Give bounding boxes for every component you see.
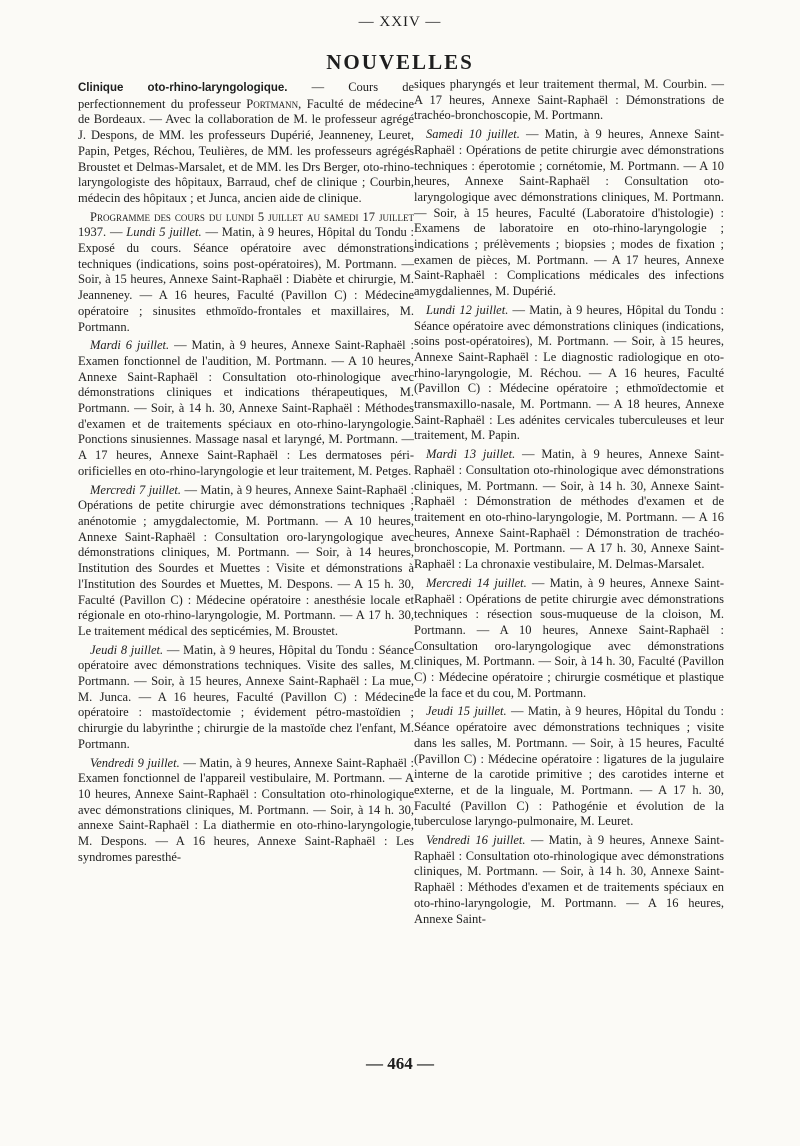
paragraph-day xyxy=(414,127,724,300)
running-head: — XXIV — xyxy=(358,14,442,30)
paragraph-day xyxy=(414,704,724,830)
author-name: Portmann xyxy=(246,96,299,111)
paragraph-text: — Matin, à 9 heures, Annexe Saint-Raphaël : Consultation oto-rhinologique avec démonstrations cliniques, M. Portmann. — Soir, à 14 h. 30, Annexe Saint-Raphaël : Démonstration de méthodes d'examen et de traitement en oto-rhino-laryngologie, M. Portmann. — A 16 heures, Annexe Saint-Raphaël : Démonstration de trachéo-bronchoscopie, M. Portmann. — A 17 h. 30, Annexe Saint-Raphaël : La chronaxie vestibulaire, M. Delmas-Marsalet. xyxy=(414,447,725,572)
paragraph-text: — Cours de perfectionnement du professeur xyxy=(78,80,414,111)
paragraph-text: siques pharyngés et leur traitement thermal, M. Courbin. — A 17 heures, Annexe Saint-Raphaël : Démonstrations de trachéo-bronchoscopie, M. Portmann. xyxy=(414,77,724,123)
day-heading: Vendredi 9 juillet. xyxy=(90,755,180,770)
paragraph-day xyxy=(78,483,414,640)
paragraph-day xyxy=(78,643,414,753)
paragraph-clinic-intro xyxy=(78,80,414,207)
day-heading: Jeudi 15 juillet. xyxy=(426,704,507,719)
paragraph-text: , Faculté de médecine de Bordeaux. — Avec la collaboration de M. le professeur agrégé J. Despons, de MM. les professeurs Dupérié, Jeanneney, Leuret, Papin, Petges, Réchou, Teulières, de MM. les professeurs agrégés Broustet et Delmas-Marsalet, et de MM. les Drs Berger, oto-rhino-laryngologiste des hôpitaux, Barraud, chef de clinique ; Courbin, médecin des hôpitaux ; et Junca, ancien aide de clinique. xyxy=(78,96,414,205)
day-heading: Lundi 5 juillet. xyxy=(126,225,202,240)
paragraph-text: — Matin, à 9 heures, Hôpital du Tondu : Séance opératoire avec démonstrations techniques ; visite dans les salles, M. Portmann. — Soir, à 15 heures, Faculté (Pavillon C) : Médecine opératoire : ligatures de la jugulaire interne de la carotide primitive ; des carotides interne et externe, et de la linguale, M. Portmann. — A 17 h. 30, Faculté (Pavillon C) : Pathogénie et évolution de la tuberculose laryngo-pulmonaire, M. Leuret. xyxy=(414,704,724,829)
paragraph-day xyxy=(414,447,724,573)
day-heading: Lundi 12 juillet. xyxy=(426,302,509,317)
left-column xyxy=(78,80,414,868)
day-heading: Mardi 13 juillet. xyxy=(426,447,516,462)
paragraph-text: — Matin, à 9 heures, Annexe Saint-Raphaël : Opérations de petite chirurgie avec démonstrations techniques ; anénotomie ; amygdalectomie, M. Portmann. — A 10 heures, Annexe Saint-Raphaël : Consultation oro-laryngologique avec démonstrations cliniques, M. Portmann. — Soir, à 14 heures, Institution des Sourdes et Muettes : Visite et démonstrations à l'Institution des Sourdes et Muettes, M. Despons. — A 15 h. 30, Faculté (Pavillon C) : Médecine opératoire : anesthésie locale et régionale en oto-rhino-laryngologie, M. Portmann. — A 17 h. 30, Le traitement médical des septicémies, M. Broustet. xyxy=(78,482,414,638)
page-number: — 464 — xyxy=(366,1054,434,1073)
day-heading: Mardi 6 juillet. xyxy=(90,338,170,353)
paragraph-text: — Matin, à 9 heures, Hôpital du Tondu : Exposé du cours. Séance opératoire avec démonstrations techniques (indications, soins post-opératoires), M. Portmann. — Soir, à 15 heures, Annexe Saint-Raphaël : Diabète et chirurgie, M. Jeanneney. — A 16 heures, Faculté (Pavillon C) : Médecine opératoire ; sinusites ethmoïdo-frontales et maxillaires, M. Portmann. xyxy=(78,225,415,334)
day-heading: Mercredi 14 juillet. xyxy=(426,575,527,590)
paragraph-text: — Matin, à 9 heures, Annexe Saint-Raphaël : Opérations de petite chirurgie avec démonstrations techniques : éperotomie ; cornétomie, M. Portmann. — A 10 heures, Annexe Saint-Raphaël : Consultation oto-laryngologique avec démonstrations cliniques, M. Portmann. — Soir, à 15 heures, Faculté (Laboratoire d'histologie) : Examens de laboratoire en oto-rhino-laryngologie ; indications ; prélèvements ; biopsies ; modes de fixation ; examen de pièces, M. Portmann. — A 17 heures, Annexe Saint-Raphaël : Complications médicales des infections amygdaliennes, M. Dupérié. xyxy=(414,127,724,299)
paragraph-day xyxy=(414,833,724,927)
day-heading: Jeudi 8 juillet. xyxy=(90,642,164,657)
paragraph-text: — Matin, à 9 heures, Annexe Saint-Raphaël : Examen fonctionnel de l'audition, M. Portmann. — A 10 heures, Annexe Saint-Raphaël : Consultation oto-rhinologique avec démonstrations cliniques et indications thérapeutiques, M. Portmann. — Soir, à 14 h. 30, Annexe Saint-Raphaël : Méthodes d'examen et de traitements spéciaux en oto-rhino-laryngologie. Ponctions sinusiennes. Massage nasal et laryngé, M. Portmann. — A 17 heures, Annexe Saint-Raphaël : Les dermatoses péri-orificielles en oto-rhino-laryngologie et leur traitement, M. Petges. xyxy=(78,338,415,478)
paragraph-text: — Matin, à 9 heures, Hôpital du Tondu : Séance opératoire avec démonstrations cliniques (indications, soins post-opératoires), M. Portmann. — Soir, à 15 heures, Annexe Saint-Raphaël : Le diagnostic radiologique en oto-rhino-laryngologie, M. Réchou. — A 16 heures, Faculté (Pavillon C) : Médecine opératoire ; ethmoïdectomie et transmaxillo-nasale, M. Portmann. — A 18 heures, Annexe Saint-Raphaël : Les adénites cervicales tuberculeuses et leur traitement, M. Papin. xyxy=(414,302,724,443)
day-heading: Samedi 10 juillet. xyxy=(426,127,520,142)
paragraph-day xyxy=(414,576,724,702)
paragraph-day xyxy=(414,303,724,444)
day-heading: Mercredi 7 juillet. xyxy=(90,482,181,497)
programme-heading: Programme des cours du lundi 5 juillet au samedi 17 juillet 1937. xyxy=(78,209,414,240)
paragraph-continued xyxy=(414,77,724,124)
dash: — xyxy=(106,225,127,240)
paragraph-day xyxy=(78,756,414,866)
paragraph-text: — Matin, à 9 heures, Annexe Saint-Raphaël : Examen fonctionnel de l'appareil vestibulaire, M. Portmann. — A 10 heures, Annexe Saint-Raphaël : Consultation oto-rhinologique avec démonstrations cliniques, M. Portmann. — Soir, à 14 h. 30, annexe Saint-Raphaël : La diathermie en oto-rhino-laryngologie, M. Despons. — A 16 heures, Annexe Saint-Raphaël : Les syndromes paresthé- xyxy=(78,755,415,864)
right-column xyxy=(414,77,724,930)
section-title: NOUVELLES xyxy=(326,50,474,74)
paragraph-text: — Matin, à 9 heures, Annexe Saint-Raphaël : Consultation oto-rhinologique avec démonstrations cliniques, M. Portmann. — Soir, à 14 h. 30, Annexe Saint-Raphaël : Méthodes d'examen et de traitements spéciaux en oto-rhino-laryngologie, M. Portmann. — A 16 heures, Annexe Saint- xyxy=(414,833,724,926)
paragraph-lead: Clinique oto-rhino-laryngologique. xyxy=(78,82,288,94)
paragraph-text: — Matin, à 9 heures, Hôpital du Tondu : Séance opératoire avec démonstrations techniques. Visite des salles, M. Portmann. — Soir, à 15 heures, Annexe Saint-Raphaël : La mue, M. Junca. — A 16 heures, Faculté (Pavillon C) : Médecine opératoire : mastoïdectomie ; évidement pétro-mastoïdien ; chirurgie du labyrinthe ; chirurgie de la mastoïde chez l'enfant, M. Portmann. xyxy=(78,642,414,751)
paragraph-programme xyxy=(78,210,414,336)
paragraph-day xyxy=(78,338,414,479)
paragraph-text: — Matin, à 9 heures, Annexe Saint-Raphaël : Opérations de petite chirurgie avec démonstrations techniques : résection sous-muqueuse de la cloison, M. Portmann. — A 10 heures, Annexe Saint-Raphaël : Consultation oro-laryngologique avec démonstrations cliniques, M. Portmann. — Soir, à 14 h. 30, Faculté (Pavillon C) : Médecine opératoire ; chirurgie cosmétique et plastique de la face et du cou, M. Portmann. xyxy=(414,575,724,700)
day-heading: Vendredi 16 juillet. xyxy=(426,833,526,848)
